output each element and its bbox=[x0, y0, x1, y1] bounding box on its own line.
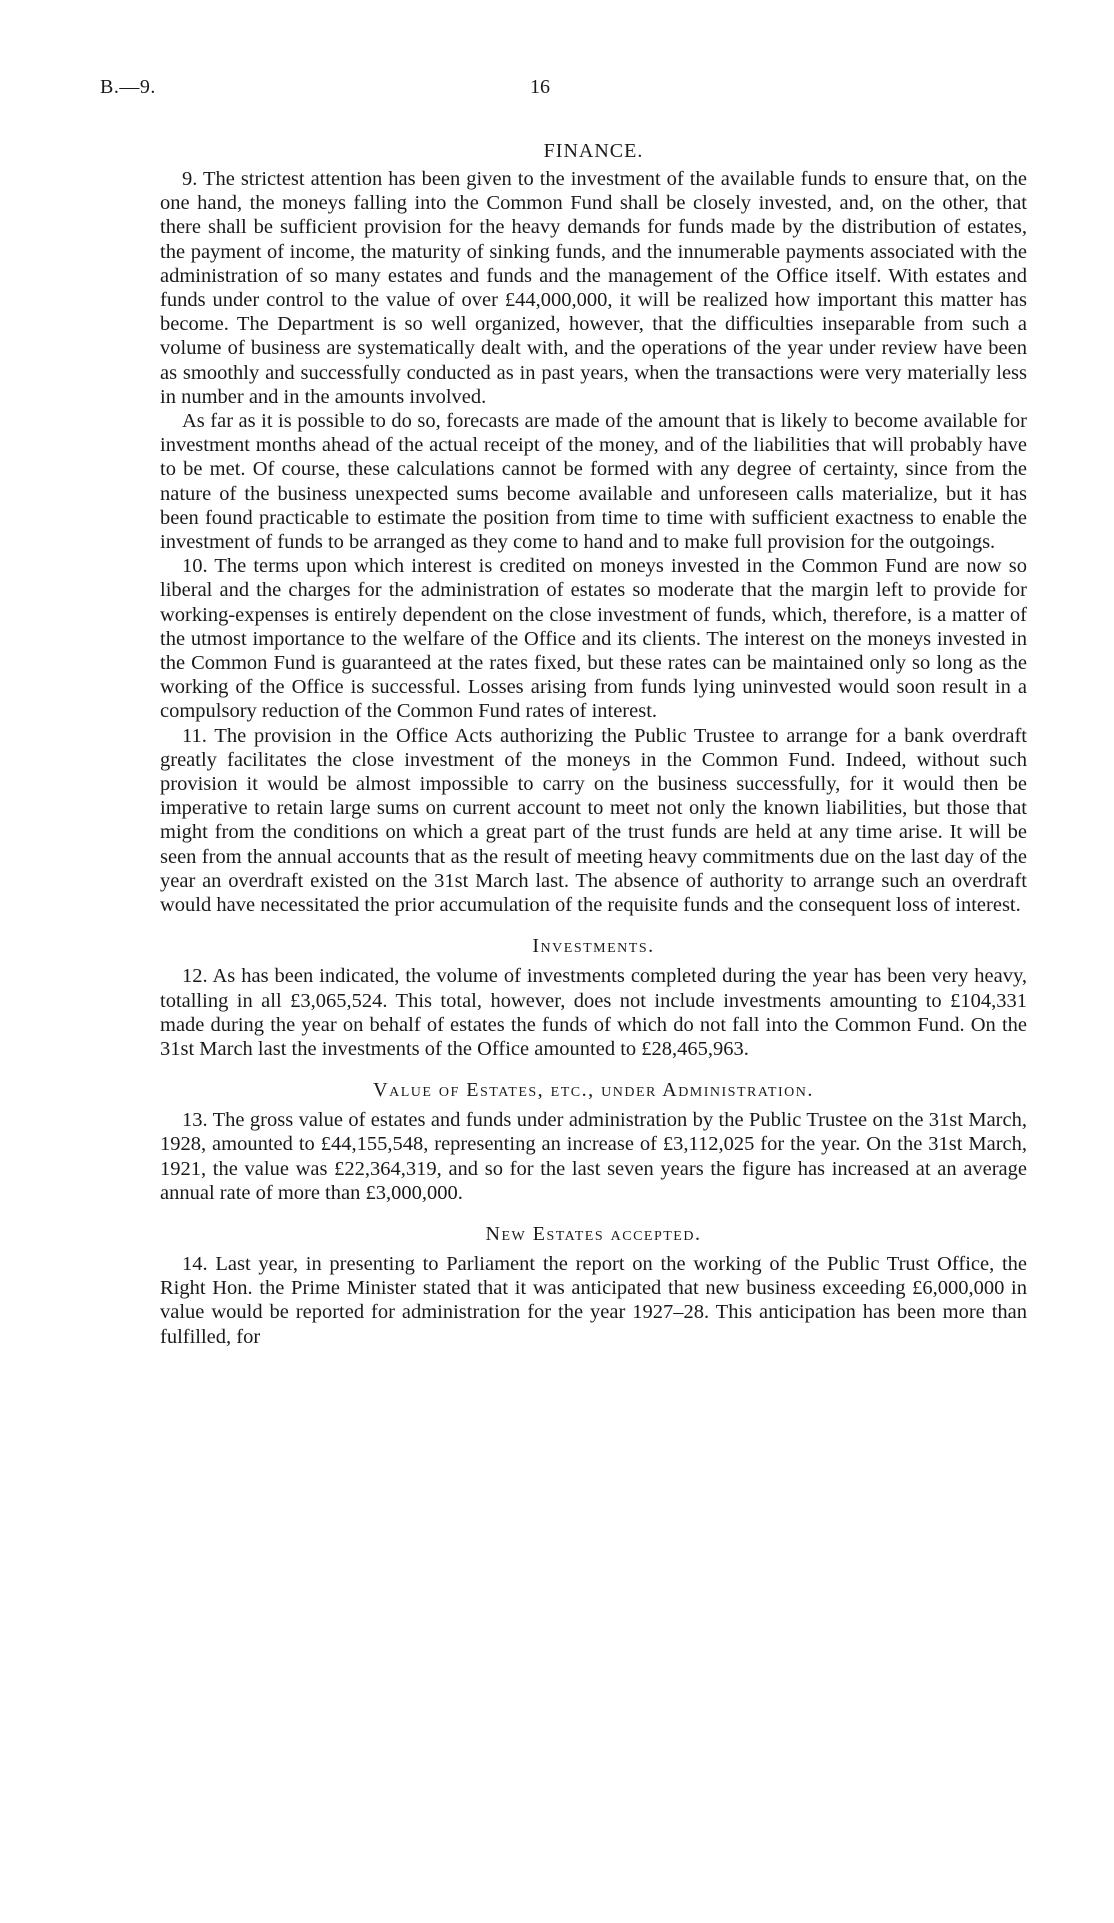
section-heading-value-of-estates: Value of Estates, etc., under Administration. bbox=[373, 1079, 814, 1102]
paragraph-text: As far as it is possible to do so, forecasts are made of the amount that is likely to become available for investment months ahead of the actual receipt of the money, and of the liabilities that will probably have to be met. Of course, these calculations cannot be formed with any degree of certainty, since from the nature of the business unexpected sums become available and unforeseen calls materialize, but it has been found practicable to estimate the position from time to time with sufficient exactness to enable the investment of funds to be arranged as they come to hand and to make full provision for the outgoings. bbox=[160, 410, 1027, 554]
page-reference: B.—9. bbox=[100, 76, 156, 98]
section-heading-investments: Investments. bbox=[532, 935, 655, 958]
page-number: 16 bbox=[530, 76, 550, 98]
paragraph-number: 12. bbox=[182, 965, 208, 988]
paragraph-number: 13. bbox=[182, 1109, 208, 1132]
paragraph-14 bbox=[160, 1252, 1027, 1349]
paragraph-text: The strictest attention has been given to the investment of the available funds to ensure that, on the one hand, the moneys falling into the Common Fund shall be closely invested, and, on the other, that there shall be sufficient provision for the heavy demands for funds made by the distribution of estates, the payment of income, the maturity of sinking funds, and the innumerable payments associated with the administration of so many estates and funds and the management of the Office itself. With estates and funds under control to the value of over £44,000,000, it will be realized how important this matter has become. The Department is so well organized, however, that the difficulties inseparable from such a volume of business are systematically dealt with, and the operations of the year under review have been as smoothly and successfully conducted as in past years, when the transactions were very materially less in number and in the amounts involved. bbox=[160, 168, 1027, 408]
section-heading-finance: FINANCE. bbox=[543, 140, 644, 162]
paragraph-number: 11. bbox=[182, 724, 207, 747]
paragraph-9 bbox=[160, 167, 1027, 409]
paragraph-11 bbox=[160, 724, 1027, 918]
paragraph-text: The gross value of estates and funds under administration by the Public Trustee on the 31st March, 1928, amounted to £44,155,548, representing an increase of £3,112,025 for the year. On the 31st March, 1921, the value was £22,364,319, and so for the last seven years the figure has increased at an average annual rate of more than £3,000,000. bbox=[160, 1109, 1027, 1204]
paragraph-text: The terms upon which interest is credited on moneys invested in the Common Fund are now so liberal and the charges for the administration of estates so moderate that the margin left to provide for working-expenses is entirely dependent on the close investment of funds, which, therefore, is a matter of the utmost importance to the welfare of the Office and its clients. The interest on the moneys invested in the Common Fund is guaranteed at the rates fixed, but these rates can be maintained only so long as the working of the Office is successful. Losses arising from funds lying uninvested would soon result in a compulsory reduction of the Common Fund rates of interest. bbox=[160, 555, 1027, 723]
paragraph-12 bbox=[160, 964, 1027, 1061]
section-heading-new-estates: New Estates accepted. bbox=[485, 1222, 702, 1245]
paragraph-10 bbox=[160, 554, 1027, 723]
paragraph-13 bbox=[160, 1108, 1027, 1205]
paragraph-text: Last year, in presenting to Parliament the report on the working of the Public Trust Office, the Right Hon. the Prime Minister stated that it was anticipated that new business exceeding £6,000,000 in value would be reported for administration for the year 1927–28. This anticipation has been more than fulfilled, for bbox=[160, 1252, 1028, 1348]
paragraph-number: 10. bbox=[182, 555, 208, 578]
paragraph-number: 9. bbox=[182, 168, 198, 190]
paragraph-9-continued bbox=[160, 409, 1027, 554]
paragraph-number: 14. bbox=[182, 1252, 208, 1275]
document-body bbox=[160, 140, 1027, 1349]
paragraph-text: The provision in the Office Acts authorizing the Public Trustee to arrange for a bank overdraft greatly facilitates the close investment of the moneys in the Common Fund. Indeed, without such provision it would be almost impossible to carry on the business successfully, for it would then be imperative to retain large sums on current account to meet not only the known liabilities, but those that might from the conditions on which a great part of the trust funds are held at any time arise. It will be seen from the annual accounts that as the result of meeting heavy commitments due on the last day of the year an overdraft existed on the 31st March last. The absence of authority to arrange such an overdraft would have necessitated the prior accumulation of the requisite funds and the consequent loss of interest. bbox=[160, 724, 1027, 917]
paragraph-text: As has been indicated, the volume of investments completed during the year has been very heavy, totalling in all £3,065,524. This total, however, does not include investments amounting to £104,331 made during the year on behalf of estates the funds of which do not fall into the Common Fund. On the 31st March last the investments of the Office amounted to £28,465,963. bbox=[160, 965, 1027, 1060]
